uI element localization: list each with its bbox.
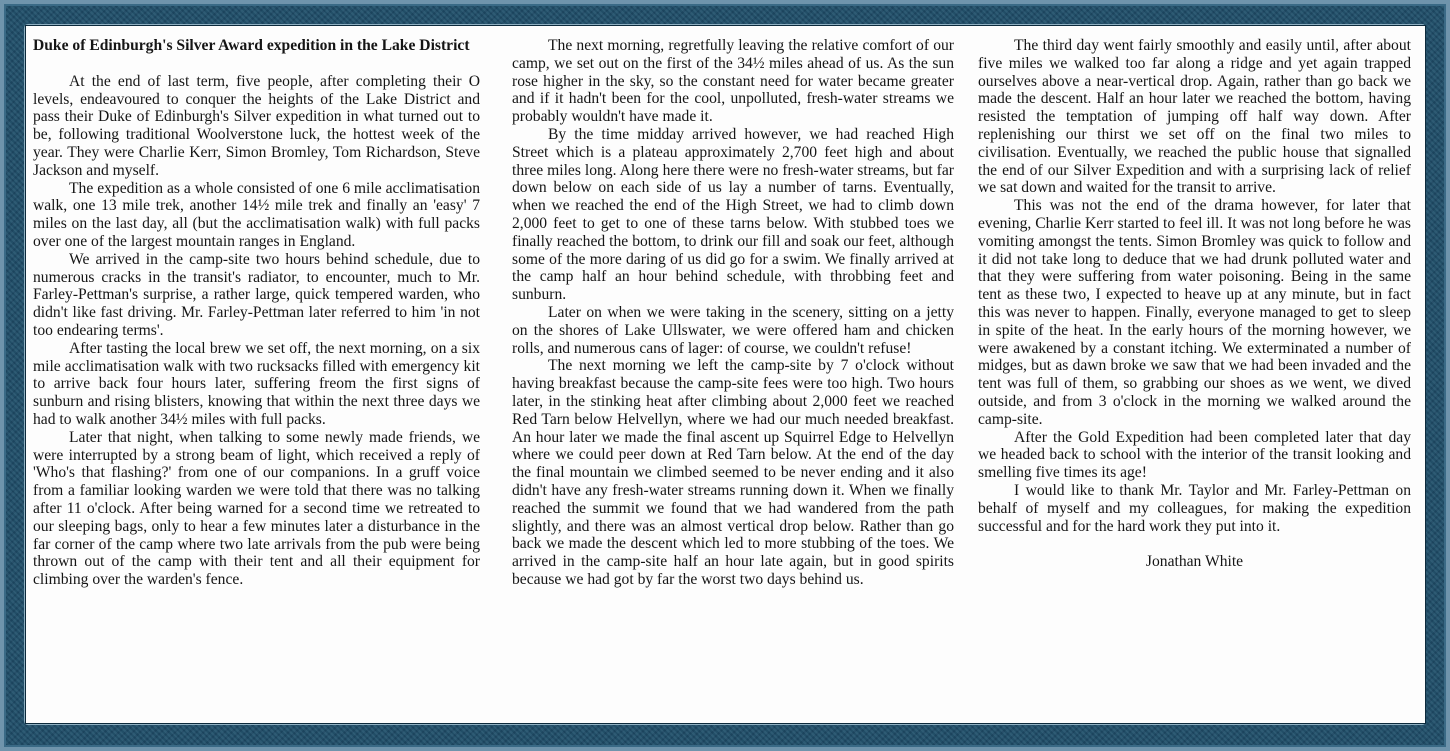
paragraph: We arrived in the camp-site two hours behind schedule, due to numerous cracks in the transit's radiator, to encounter, much to Mr. Farley-Pettman's surprise, a rather large, quick tempered warden, who didn't like fast driving. Mr. Farley-Pettman later referred to him 'in not too endearing terms'. — [33, 250, 480, 339]
paragraph: The expedition as a whole consisted of one 6 mile acclimatisation walk, one 13 mile trek, another 14½ mile trek and finally an 'easy' 7 miles on the last day, all (but the acclimatisation walk) with full packs over one of the largest mountain ranges in England. — [33, 179, 480, 250]
column-1 — [33, 37, 480, 589]
paragraph: The next morning, regretfully leaving the relative comfort of our camp, we set out on the first of the 34½ miles ahead of us. As the sun rose higher in the sky, so the constant need for water became greater and if it hadn't been for the cool, unpolluted, fresh-water streams we probably wouldn't have made it. — [512, 37, 954, 126]
column-2 — [512, 37, 954, 589]
article-page — [25, 25, 1426, 724]
paragraph: This was not the end of the drama however, for later that evening, Charlie Kerr started to feel ill. It was not long before he was vomiting amongst the tents. Simon Bromley was quick to follow and it did not take long to deduce that we had drunk polluted water and that they were suffering from water poisoning. Being in the same tent as these two, I expected to heave up at any minute, but in fact this was never to happen. Finally, everyone managed to get to sleep in spite of the heat. In the early hours of the morning however, we were awakened by a constant itching. We exterminated a number of midges, but as dawn broke we saw that we had been invaded and the tent was full of them, so grabbing our shoes as we went, we dived outside, and from 3 o'clock in the morning we walked around the camp-site. — [978, 197, 1411, 428]
paragraph: By the time midday arrived however, we had reached High Street which is a plateau approximately 2,700 feet high and about three miles long. Along here there were no fresh-water streams, but far down below on each side of us lay a number of tarns. Eventually, when we reached the end of the High Street, we had to climb down 2,000 feet to get to one of these tarns below. With stubbed toes we finally reached the bottom, to drink our fill and soak our feet, although some of the more daring of us did go for a swim. We finally arrived at the camp half an hour behind schedule, with throbbing feet and sunburn. — [512, 125, 954, 304]
column-3 — [978, 37, 1411, 587]
paragraph: The next morning we left the camp-site by 7 o'clock without having breakfast because the camp-site fees were too high. Two hours later, in the stinking heat after climbing about 2,000 feet we reached Red Tarn below Helvellyn, where we had our much needed breakfast. An hour later we made the final ascent up Squirrel Edge to Helvellyn where we could peer down at Red Tarn below. At the end of the day the final mountain we climbed seemed to be never ending and it also didn't have any fresh-water streams running down it. When we finally reached the summit we found that we had wandered from the path slightly, and there was an almost vertical drop below. Rather than go back we made the descent which led to more stubbing of the toes. We arrived in the camp-site half an hour late again, but in good spirits because we had got by far the worst two days behind us. — [512, 357, 954, 588]
article-title: Duke of Edinburgh's Silver Award expedition in the Lake District — [33, 37, 470, 54]
paragraph: After the Gold Expedition had been completed later that day we headed back to school with the interior of the transit looking and smelling five times its age! — [978, 428, 1411, 482]
paragraph: I would like to thank Mr. Taylor and Mr. Farley-Pettman on behalf of myself and my colleagues, for making the expedition successful and for the hard work they put into it. — [978, 481, 1411, 535]
paragraph: After tasting the local brew we set off, the next morning, on a six mile acclimatisation walk with two rucksacks filled with emergency kit to arrive back four hours later, suffering freom the first signs of sunburn and rising blisters, knowing that within the next three days we had to walk another 34½ miles with full packs. — [33, 339, 480, 428]
paragraph: Later on when we were taking in the scenery, sitting on a jetty on the shores of Lake Ullswater, we were offered ham and chicken rolls, and numerous cans of lager: of course, we couldn't refuse! — [512, 303, 954, 357]
paragraph: At the end of last term, five people, after completing their O levels, endeavoured to conquer the heights of the Lake District and pass their Duke of Edinburgh's Silver expedition in what turned out to be, following traditional Woolverstone luck, the hottest week of the year. They were Charlie Kerr, Simon Bromley, Tom Richardson, Steve Jackson and myself. — [33, 72, 480, 179]
paragraph: Later that night, when talking to some newly made friends, we were interrupted by a strong beam of light, which received a reply of 'Who's that flashing?' from one of our companions. In a gruff voice from a familiar looking warden we were told that there was no talking after 11 o'clock. After being warned for a second time we retreated to our sleeping bags, only to hear a few minutes later a disturbance in the far corner of the camp where two late arrivals from the pub were being thrown out of the camp with their tent and all their equipment for climbing over the warden's fence. — [33, 428, 480, 589]
author-signature: Jonathan White — [1145, 553, 1244, 571]
paragraph: The third day went fairly smoothly and easily until, after about five miles we walked too far along a ridge and yet again trapped ourselves above a near-vertical drop. Again, rather than go back we made the descent. Half an hour later we reached the bottom, having resisted the temptation of jumping off half way down. After replenishing our thirst we set off on the final two miles to civilisation. Eventually, we reached the public house that signalled the end of our Silver Expedition and with a surprising lack of relief we sat down and waited for the transit to arrive. — [978, 37, 1411, 197]
